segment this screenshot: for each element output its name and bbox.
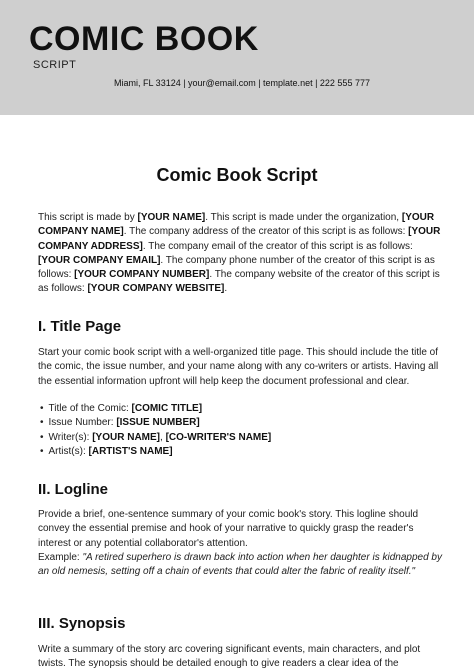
logline-paragraph: Provide a brief, one-sentence summary of your comic book's story. This logline should convey the essential premise and hook of your narrative to quickly grasp the reader's interest or any potential collaborator's attention. Example: "A retired superhero is drawn back into action when her daughter is kidnapped by an old nemesis, setting off a chain of events that could alter the fabric of reality itself." — [38, 509, 442, 578]
list-item: • Writer(s): [YOUR NAME], [CO-WRITER'S NAME] — [40, 431, 271, 445]
company-email-placeholder: [YOUR COMPANY EMAIL] — [38, 254, 161, 266]
section-heading-title-page: I. Title Page — [38, 318, 122, 335]
company-number-placeholder: [YOUR COMPANY NUMBER] — [74, 269, 210, 281]
contact-line: Miami, FL 33124 | your@email.com | template.net | 222 555 777 — [114, 78, 370, 88]
brand-subtitle: SCRIPT — [33, 59, 77, 71]
intro-paragraph: This script is made by [YOUR NAME]. This script is made under the organization, [YOUR COMPANY NAME]. The company address of the creator of this script is as follows: [YOUR COMPANY ADDRESS]. The company email of the creator of this script is as follows: [YOUR COMPANY EMAIL]. The company phone number of the creator of this script is as follows: [YOUR COMPANY NUMBER]. The company website of the creator of this script is as follows: [YOUR COMPANY WEBSITE]. — [38, 212, 441, 295]
company-name-placeholder: [YOUR COMPANY NAME] — [38, 212, 435, 238]
title-page-list — [40, 402, 271, 459]
list-item: • Title of the Comic: [COMIC TITLE] — [40, 402, 271, 416]
section-heading-synopsis: III. Synopsis — [38, 615, 126, 632]
brand-title: COMIC BOOK — [29, 20, 259, 58]
synopsis-paragraph: Write a summary of the story arc covering significant events, main characters, and plot twists. The synopsis should be detailed enough to give readers a clear idea of the — [38, 644, 421, 670]
company-address-placeholder: [YOUR COMPANY ADDRESS] — [38, 226, 441, 252]
company-website-placeholder: [YOUR COMPANY WEBSITE] — [87, 283, 225, 295]
section-heading-logline: II. Logline — [38, 481, 108, 498]
document-title: Comic Book Script — [156, 165, 318, 185]
logline-example: "A retired superhero is drawn back into action when her daughter is kidnapped by an old nemesis, setting off a chain of events that could alter the fabric of reality itself." — [38, 551, 442, 578]
list-item: • Artist(s): [ARTIST'S NAME] — [40, 445, 271, 459]
your-name-placeholder: [YOUR NAME] — [137, 212, 206, 223]
title-page-paragraph: Start your comic book script with a well-organized title page. This should include the title of the comic, the issue number, and your name along with any co-writers or artists. Having all the essential information upfront will help keep the document professional and clear. — [38, 347, 439, 387]
list-item: • Issue Number: [ISSUE NUMBER] — [40, 416, 271, 430]
